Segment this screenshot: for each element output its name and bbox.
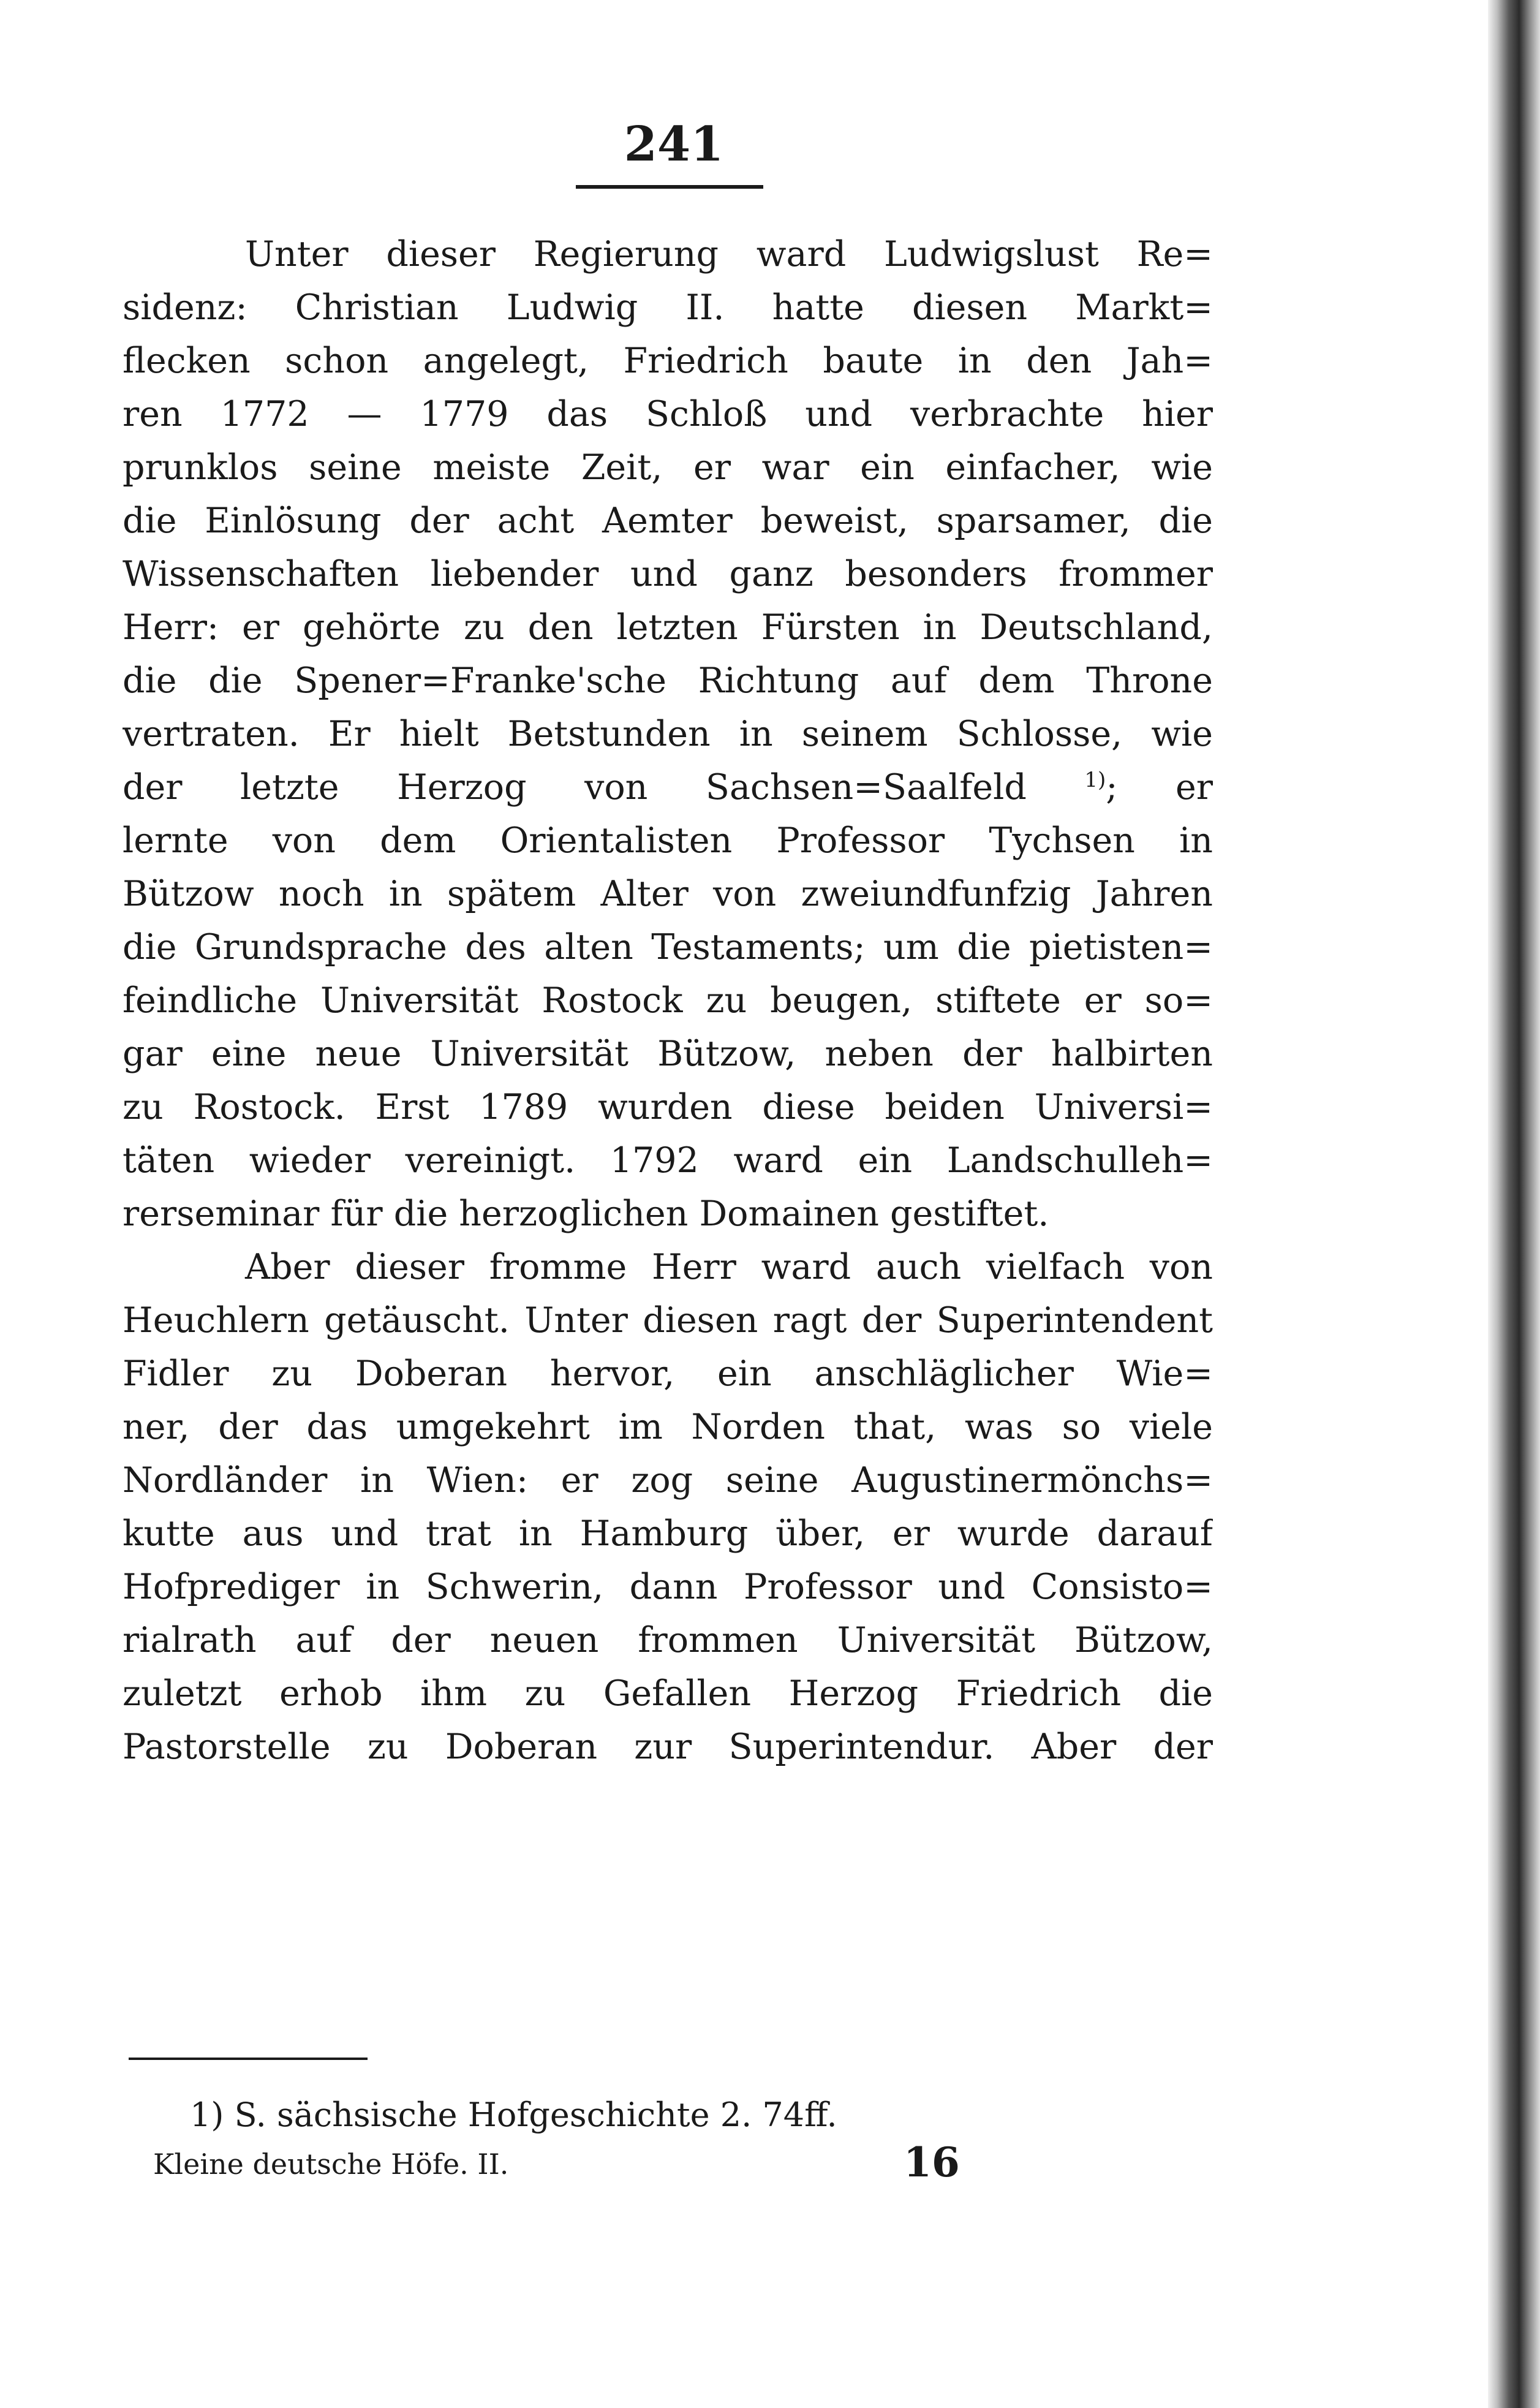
page-binding-edge: [1488, 0, 1540, 2408]
text-line: ner, der das umgekehrt im Norden that, was so viele: [123, 1407, 1213, 1447]
text-line: Aber dieser fromme Herr ward auch vielfach von: [245, 1247, 1213, 1287]
text-line: prunklos seine meiste Zeit, er war ein einfacher, wie: [123, 447, 1213, 488]
printer-signature: Kleine deutsche Höfe. II.: [153, 2148, 509, 2181]
text-line-tail: ; er: [1106, 767, 1213, 808]
body-text: [123, 228, 1213, 1774]
text-line: Pastorstelle zu Doberan zur Superintendur. Aber der: [123, 1727, 1213, 1767]
text-line: Herr: er gehörte zu den letzten Fürsten in Deutschland,: [123, 607, 1213, 648]
text-line-with-footnote: [123, 761, 1213, 814]
text-line: zuletzt erhob ihm zu Gefallen Herzog Friedrich die: [123, 1673, 1213, 1714]
text-line: zu Rostock. Erst 1789 wurden diese beiden Universi=: [123, 1087, 1213, 1127]
text-line: ren 1772 — 1779 das Schloß und verbrachte hier: [123, 394, 1213, 434]
text-line: Bützow noch in spätem Alter von zweiundfunfzig Jahren: [123, 874, 1213, 914]
footnote-rule: [129, 2058, 368, 2060]
text-line: rerseminar für die herzoglichen Domainen gestiftet.: [123, 1194, 1049, 1234]
text-line: lernte von dem Orientalisten Professor Tychsen in: [123, 820, 1213, 861]
text-line: gar eine neue Universität Bützow, neben der halbirten: [123, 1034, 1213, 1074]
text-line: Wissenschaften liebender und ganz besonders frommer: [123, 554, 1213, 594]
text-line-part: der letzte Herzog von Sachsen=Saalfeld: [123, 767, 1027, 808]
text-line: Heuchlern getäuscht. Unter diesen ragt der Superintendent: [123, 1300, 1213, 1341]
header-rule: [576, 185, 763, 189]
text-line: rialrath auf der neuen frommen Universität Bützow,: [123, 1620, 1213, 1660]
text-line: flecken schon angelegt, Friedrich baute in den Jah=: [123, 341, 1213, 381]
footnote: 1) S. sächsische Hofgeschichte 2. 74ff.: [190, 2096, 837, 2134]
signature-number: 16: [904, 2138, 960, 2186]
text-line: kutte aus und trat in Hamburg über, er wurde darauf: [123, 1513, 1213, 1554]
text-line: die die Spener=Franke'sche Richtung auf dem Throne: [123, 661, 1213, 701]
text-line: Nordländer in Wien: er zog seine Augustinermönchs=: [123, 1460, 1213, 1501]
text-line: Unter dieser Regierung ward Ludwigslust Re=: [245, 234, 1213, 274]
text-line: täten wieder vereinigt. 1792 ward ein Landschulleh=: [123, 1140, 1213, 1181]
page-number: 241: [624, 116, 724, 172]
text-line: Fidler zu Doberan hervor, ein anschläglicher Wie=: [123, 1354, 1213, 1394]
text-line: sidenz: Christian Ludwig II. hatte diesen Markt=: [123, 287, 1213, 328]
text-line: die Grundsprache des alten Testaments; um die pietisten=: [123, 927, 1213, 967]
footnote-marker: 1): [1084, 768, 1106, 792]
text-line: feindliche Universität Rostock zu beugen, stiftete er so=: [123, 980, 1213, 1021]
text-line: die Einlösung der acht Aemter beweist, sparsamer, die: [123, 501, 1213, 541]
text-line: Hofprediger in Schwerin, dann Professor und Consisto=: [123, 1567, 1213, 1607]
text-line: vertraten. Er hielt Betstunden in seinem Schlosse, wie: [123, 714, 1213, 754]
